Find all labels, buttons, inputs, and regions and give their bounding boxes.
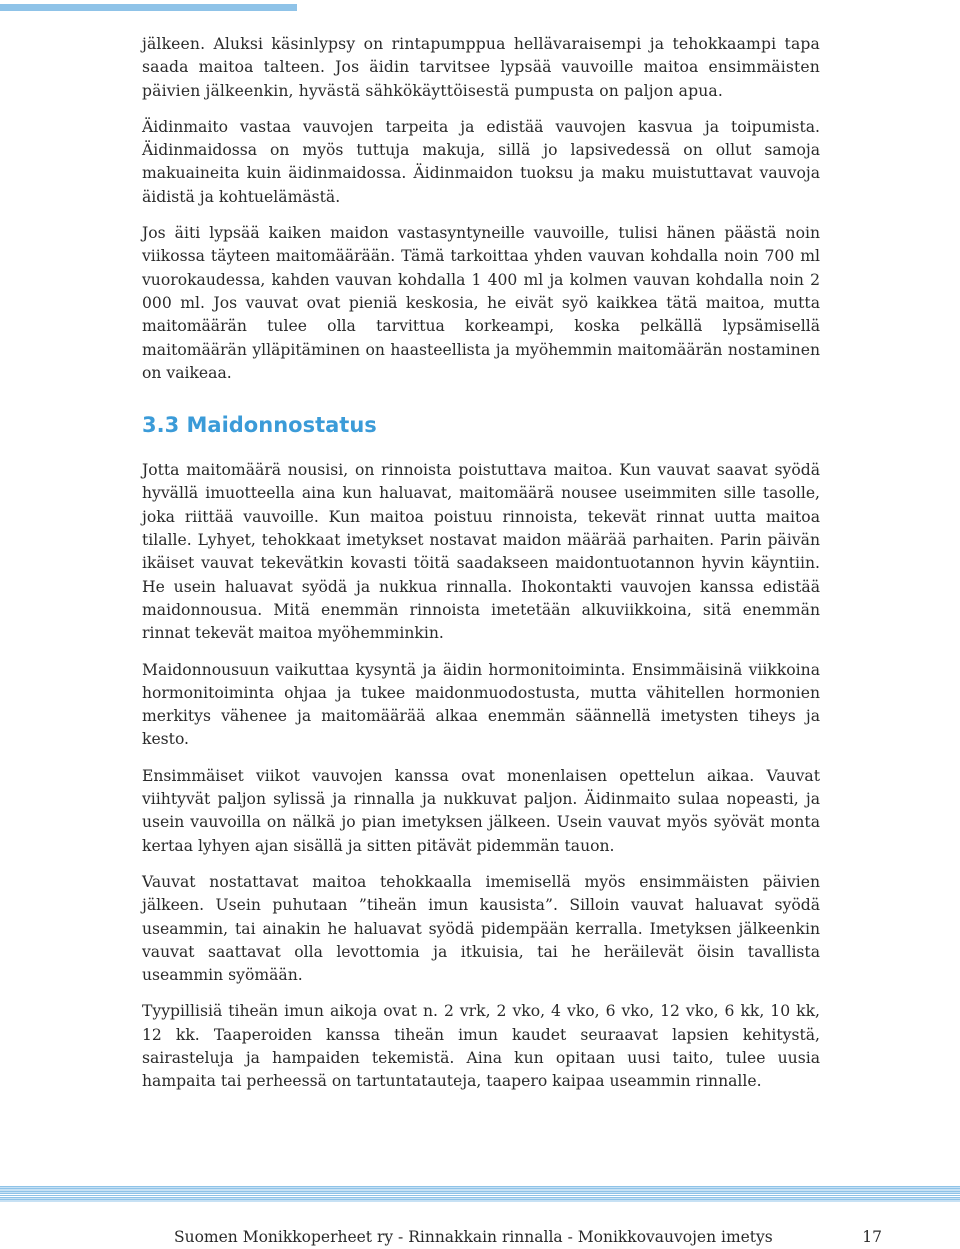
paragraph-milk-removal: Jotta maitomäärä nousisi, on rinnoista poistuttava maitoa. Kun vauvat saavat syödä hyvällä imuotteella aina kun haluavat, maitomäärä nousee useimmiten sille tasolle, joka riittää vauvoille. Kun maitoa poistuu rinnoista, tekevät rinnat uutta maitoa tilalle. Lyhyet, tehokkaat imetykset nostavat maidon määrää parhaiten. Parin päivän ikäiset vauvat tekevätkin kovasti töitä saadakseen maidontuotannon hyvin käyntiin. He usein haluavat syödä ja nukkua rinnalla. Ihokontakti vauvojen kanssa edistää maidonnousua. Mitä enemmän rinnoista imetetään alkuviikkoina, sitä enemmän rinnat tekevät maitoa myöhemminkin. xyxy=(142,461,820,643)
paragraph-growth-spurts: Vauvat nostattavat maitoa tehokkaalla imemisellä myös ensimmäisten päivien jälkeen. Usein puhutaan ”tiheän imun kausista”. Silloin vauvat haluavat syödä useammin, tai ainakin he haluavat syödä pidempään kerralla. Imetyksen jälkeenkin vauvat saattavat olla levottomia ja itkuisia, tai he heräilevät öisin tavallista useammin syömään. xyxy=(142,872,820,985)
footer-striped-bar xyxy=(0,1186,960,1202)
paragraph-hormones: Maidonnousuun vaikuttaa kysyntä ja äidin hormonitoiminta. Ensimmäisinä viikkoina hormonitoiminta ohjaa ja tukee maidonmuodostusta, mutta vähitellen hormonien merkitys vähenee ja maitomäärää alkaa enemmän säännellä imetysten tiheys ja kesto. xyxy=(142,660,820,749)
paragraph-typical-times: Tyypillisiä tiheän imun aikoja ovat n. 2 vrk, 2 vko, 4 vko, 6 vko, 12 vko, 6 kk, 10 kk, 12 kk. Taaperoiden kanssa tiheän imun kaudet seuraavat lapsien kehitystä, sairasteluja ja hampaiden tekemistä. Aina kun opitaan uusi taito, tulee uusia hampaita tai perheessä on tartuntatauteja, taapero kaipaa useammin rinnalle. xyxy=(142,1002,820,1091)
paragraph-milk-volume: Jos äiti lypsää kaiken maidon vastasyntyneille vauvoille, tulisi hänen päästä noin viikossa täyteen maitomäärään. Tämä tarkoittaa yhden vauvan kohdalla noin 700 ml vuorokaudessa, kahden vauvan kohdalla 1 400 ml ja kolmen vauvan kohdalla noin 2 000 ml. Jos vauvat ovat pieniä keskosia, he eivät syö kaikkea tätä maitoa, mutta maitomäärän tulee olla tarvittua korkeampi, koska pelkällä lypsämisellä maitomäärän ylläpitäminen on haasteellista ja myöhemmin maitomäärän nostaminen on vaikeaa. xyxy=(142,224,820,382)
footer-title: Suomen Monikkoperheet ry - Rinnakkain rinnalla - Monikkovauvojen imetys xyxy=(174,1228,773,1246)
top-accent-bar xyxy=(0,4,297,11)
page-footer xyxy=(174,1227,886,1249)
paragraph-breastpump: jälkeen. Aluksi käsinlypsy on rintapumppua hellävaraisempi ja tehokkaampi tapa saada maitoa talteen. Jos äidin tarvitsee lypsää vauvoille maitoa ensimmäisten päivien jälkeenkin, hyvästä sähkökäyttöisestä pumpusta on paljon apua. xyxy=(142,35,820,100)
paragraph-breastmilk-benefits: Äidinmaito vastaa vauvojen tarpeita ja edistää vauvojen kasvua ja toipumista. Äidinmaidossa on myös tuttuja makuja, sillä jo lapsivedessä on ollut samoja makuaineita kuin äidinmaidossa. Äidinmaidon tuoksu ja maku muistuttavat vauvoja äidistä ja kohtuelämästä. xyxy=(142,117,820,206)
section-heading: 3.3 Maidonnostatus xyxy=(142,413,377,438)
page-number: 17 xyxy=(862,1228,882,1246)
page-content xyxy=(142,33,820,1107)
paragraph-first-weeks: Ensimmäiset viikot vauvojen kanssa ovat monenlaisen opettelun aikaa. Vauvat viihtyvät paljon sylissä ja rinnalla ja nukkuvat paljon. Äidinmaito sulaa nopeasti, ja usein vauvoilla on nälkä jo pian imetyksen jälkeen. Usein vauvat myös syövät monta kertaa lyhyen ajan sisällä ja sitten pitävät pidemmän tauon. xyxy=(142,766,820,855)
